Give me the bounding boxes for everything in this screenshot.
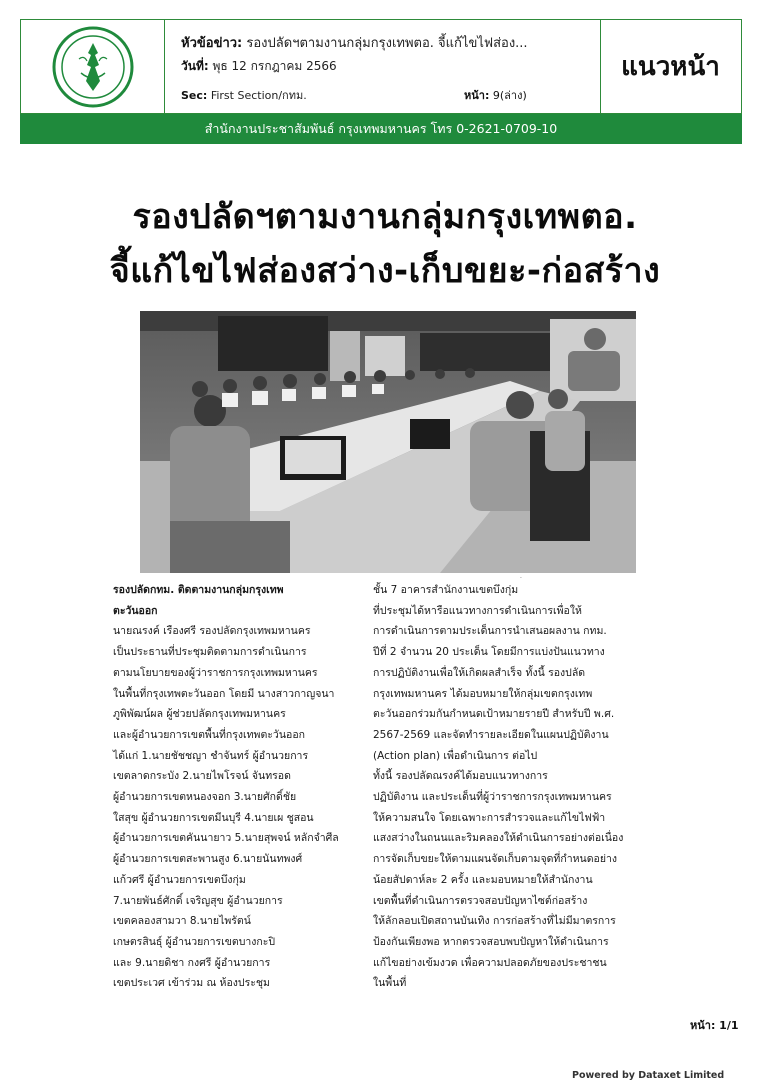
headline-value: รองปลัดฯตามงานกลุ่มกรุงเทพตอ. จี้แก้ไขไฟส่อง... xyxy=(246,36,528,51)
column-line: แสงสว่างในถนนและริมคลองให้ดำเนินการอย่างต่อเนื่อง xyxy=(373,832,624,845)
column-line: ปฏิบัติงาน และประเด็นที่ผู้ว่าราชการกรุงเทพมหานคร xyxy=(373,791,612,804)
column-line: ผู้อำนวยการเขตคันนายาว 5.นายสุพจน์ หลักจำศีล xyxy=(113,832,339,845)
column-line: ใสสุข ผู้อำนวยการเขตมีนบุรี 4.นายเผ ชูสอน xyxy=(113,811,314,824)
column-line: แก้วศรี ผู้อำนวยการเขตบึงกุ่ม xyxy=(113,873,246,886)
page-value: 9(ล่าง) xyxy=(492,89,527,102)
clipping-header xyxy=(20,19,742,114)
column-line: (Action plan) เพื่อดำเนินการ ต่อไป xyxy=(373,749,538,762)
logo-cell xyxy=(21,20,165,113)
column-line: ให้ลักลอบเปิดสถานบันเทิง การก่อสร้างที่ไม่มีมาตรการ xyxy=(373,915,616,928)
column-line: 2567-2569 และจัดทำรายละเอียดในแผนปฏิบัติงาน xyxy=(373,728,609,741)
column-line: ทั้งนี้ รองปลัดณรงค์ได้มอบแนวทางการ xyxy=(373,770,548,783)
column-line: ให้ความสนใจ โดยเฉพาะการสำรวจและแก้ไขไฟฟ้า xyxy=(373,811,606,824)
article-title xyxy=(40,190,730,298)
column-line: ผู้อำนวยการเขตสะพานสูง 6.นายนันทพงศ์ xyxy=(113,853,303,866)
column-line: การจัดเก็บขยะให้ตามแผนจัดเก็บตามจุดที่กำหนดอย่าง xyxy=(373,853,617,866)
column-line: น้อยสัปดาห์ละ 2 ครั้ง และมอบหมายให้สำนักงาน xyxy=(373,873,593,886)
column-line: การปฏิบัติงานเพื่อให้เกิดผลสำเร็จ ทั้งนี้ รองปลัด xyxy=(373,666,586,679)
meeting-photo xyxy=(140,311,636,573)
column-line: ในพื้นที่ xyxy=(373,977,407,990)
headline-line xyxy=(181,32,528,53)
column-line: ชั้น 7 อาคารสำนักงานเขตบึงกุ่ม xyxy=(373,584,519,596)
column-line: เกษตรสินธุ์ ผู้อำนวยการเขตบางกะปิ xyxy=(113,935,276,948)
column-line: 7.นายพันธ์ศักดิ์ เจริญสุข ผู้อำนวยการ xyxy=(113,894,283,907)
column-line: การดำเนินการตามประเด็นการนำเสนอผลงาน กทม. xyxy=(373,625,607,638)
column-line: ตะวันออก xyxy=(113,604,158,617)
powered-by-credit: Powered by Dataxet Limited xyxy=(572,1070,725,1081)
sec-line xyxy=(181,86,307,104)
column-line: ได้แก่ 1.นายชัชชญา ชำจันทร์ ผู้อำนวยการ xyxy=(113,749,309,762)
column-line: เขตคลองสามวา 8.นายไพรัตน์ xyxy=(113,915,251,928)
column-line: เขตพื้นที่ดำเนินการตรวจสอบปัญหาไซต์ก่อสร้าง xyxy=(373,894,588,907)
column-line: เขตลาดกระบัง 2.นายไพโรจน์ จันทรอด xyxy=(113,770,291,783)
column-line: ในพื้นที่กรุงเทพตะวันออก โดยมี นางสาวกาญจนา xyxy=(113,687,335,700)
column-line: ตะวันออกร่วมกันกำหนดเป้าหมายรายปี สำหรับปี พ.ศ. xyxy=(373,708,615,721)
page-label: หน้า: xyxy=(464,89,490,102)
article-column-right xyxy=(373,580,641,994)
sec-label: Sec: xyxy=(181,89,208,102)
sec-value: First Section/กทม. xyxy=(210,89,307,102)
meeting-photo-image xyxy=(140,311,636,573)
column-line: รองปลัดกทม. ติดตามงานกลุ่มกรุงเทพ xyxy=(113,584,284,596)
column-line: และผู้อำนวยการเขตพื้นที่กรุงเทพตะวันออก xyxy=(113,728,305,741)
date-label: วันที่: xyxy=(181,59,209,73)
section-cell xyxy=(600,20,741,113)
photo-credit-mark: · xyxy=(520,575,522,582)
column-line: ป้องกันเพียงพอ หากตรวจสอบพบปัญหาให้ดำเนินการ xyxy=(373,935,609,948)
column-line: ที่ประชุมได้หารือแนวทางการดำเนินการเพื่อให้ xyxy=(373,604,582,617)
column-line: ตามนโยบายของผู้ว่าราชการกรุงเทพมหานคร xyxy=(113,666,318,679)
column-line: นายณรงค์ เรืองศรี รองปลัดกรุงเทพมหานคร xyxy=(113,625,311,638)
column-line: ปีที่ 2 จำนวน 20 ประเด็น โดยมีการแบ่งปันแนวทาง xyxy=(373,646,605,659)
bangkok-seal-icon xyxy=(51,25,135,109)
date-value: พุธ 12 กรกฎาคม 2566 xyxy=(212,59,337,73)
article-column-left xyxy=(113,580,356,994)
column-line: แก้ไขอย่างเข้มงวด เพื่อความปลอดภัยของประชาชน xyxy=(373,956,607,969)
column-line: เป็นประธานที่ประชุมติดตามการดำเนินการ xyxy=(113,646,307,659)
title-line: รองปลัดฯตามงานกลุ่มกรุงเทพตอ. xyxy=(132,197,638,237)
column-line: ผู้อำนวยการเขตหนองจอก 3.นายศักดิ์ชัย xyxy=(113,791,297,804)
headline-label: หัวข้อข่าว: xyxy=(181,36,243,51)
newspaper-name: แนวหน้า xyxy=(621,52,720,82)
date-line xyxy=(181,57,337,76)
column-line: เขตประเวศ เข้าร่วม ณ ห้องประชุม xyxy=(113,977,270,990)
column-line: กรุงเทพมหานคร ได้มอบหมายให้กลุ่มเขตกรุงเทพ xyxy=(373,687,593,700)
page-count: หน้า: 1/1 xyxy=(690,1019,739,1032)
title-line: จี้แก้ไขไฟส่องสว่าง-เก็บขยะ-ก่อสร้าง xyxy=(109,251,661,291)
column-line: ภูพิพัฒน์ผล ผู้ช่วยปลัดกรุงเทพมหานคร xyxy=(113,708,286,721)
info-cell xyxy=(164,20,601,113)
page-line xyxy=(464,86,527,104)
column-line: และ 9.นายดิชา กงศรี ผู้อำนวยการ xyxy=(113,956,271,969)
contact-bar: สำนักงานประชาสัมพันธ์ กรุงเทพมหานคร โทร 0-2621-0709-10 xyxy=(20,114,742,144)
